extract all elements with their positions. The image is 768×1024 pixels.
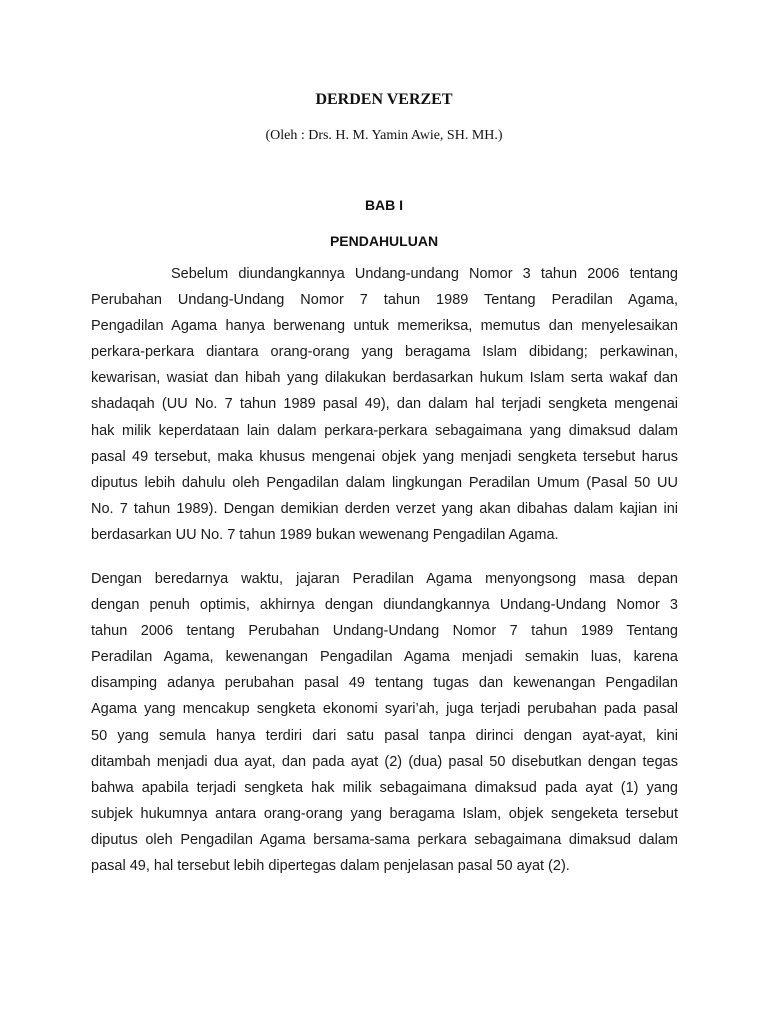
paragraph-line: pasal 49, hal tersebut lebih dipertegas dalam penjelasan pasal 50 ayat (2). — [91, 858, 570, 875]
paragraph-2 — [91, 570, 678, 883]
paragraph-line: hak milik keperdataan lain dalam perkara-perkara sebagaimana yang dimaksud dalam — [91, 422, 678, 439]
paragraph-1 — [91, 265, 678, 552]
paragraph-line: Agama yang mencakup sengketa ekonomi syari’ah, juga terjadi perubahan pada pasal — [91, 701, 678, 718]
paragraph-line: No. 7 tahun 1989). Dengan demikian derden verzet yang akan dibahas dalam kajian ini — [91, 500, 678, 517]
paragraph-line: disamping adanya perubahan pasal 49 tentang tugas dan kewenangan Pengadilan — [91, 675, 678, 692]
paragraph-line: kewarisan, wasiat dan hibah yang dilakukan berdasarkan hukum Islam serta wakaf dan — [91, 370, 678, 387]
paragraph-line: Dengan beredarnya waktu, jajaran Peradilan Agama menyongsong masa depan — [91, 571, 678, 587]
paragraph-line: dengan penuh optimis, akhirnya dengan diundangkannya Undang-Undang Nomor 3 — [91, 597, 678, 614]
paragraph-line: diputus oleh Pengadilan Agama bersama-sama perkara sebagaimana dimaksud dalam — [91, 831, 678, 848]
paragraph-line: Sebelum diundangkannya Undang-undang Nomor 3 tahun 2006 tentang — [171, 266, 678, 282]
paragraph-line: tahun 2006 tentang Perubahan Undang-Undang Nomor 7 tahun 1989 Tentang — [91, 623, 678, 640]
paragraph-line: Pengadilan Agama hanya berwenang untuk memeriksa, memutus dan menyelesaikan — [91, 318, 678, 335]
paragraph-line: subjek hukumnya antara orang-orang yang beragama Islam, objek sengeketa tersebut — [91, 805, 678, 822]
paragraph-line: 50 yang semula hanya terdiri dari satu pasal tanpa dirinci dengan ayat-ayat, kini — [91, 727, 678, 744]
chapter-heading: BAB I — [364, 197, 404, 213]
section-heading: PENDAHULUAN — [329, 233, 439, 249]
paragraph-line: shadaqah (UU No. 7 tahun 1989 pasal 49), dan dalam hal terjadi sengketa mengenai — [91, 396, 678, 413]
paragraph-line: diputus lebih dahulu oleh Pengadilan dalam lingkungan Peradilan Umum (Pasal 50 UU — [91, 474, 678, 491]
paragraph-line: pasal 49 tersebut, maka khusus mengenai objek yang menjadi sengketa tersebut harus — [91, 448, 678, 465]
paragraph-line: Perubahan Undang-Undang Nomor 7 tahun 1989 Tentang Peradilan Agama, — [91, 292, 678, 309]
paragraph-line: bahwa apabila terjadi sengketa hak milik sebagaimana dimaksud pada ayat (1) yang — [91, 779, 678, 796]
document-title: DERDEN VERZET — [315, 91, 453, 108]
author-line: (Oleh : Drs. H. M. Yamin Awie, SH. MH.) — [265, 128, 503, 143]
paragraph-line: ditambah menjadi dua ayat, dan pada ayat (2) (dua) pasal 50 disebutkan dengan tegas — [91, 753, 678, 770]
paragraph-line: Peradilan Agama, kewenangan Pengadilan Agama menjadi semakin luas, karena — [91, 649, 678, 666]
paragraph-line: berdasarkan UU No. 7 tahun 1989 bukan wewenang Pengadilan Agama. — [91, 526, 559, 543]
paragraph-line: perkara-perkara diantara orang-orang yang beragama Islam dibidang; perkawinan, — [91, 344, 678, 361]
